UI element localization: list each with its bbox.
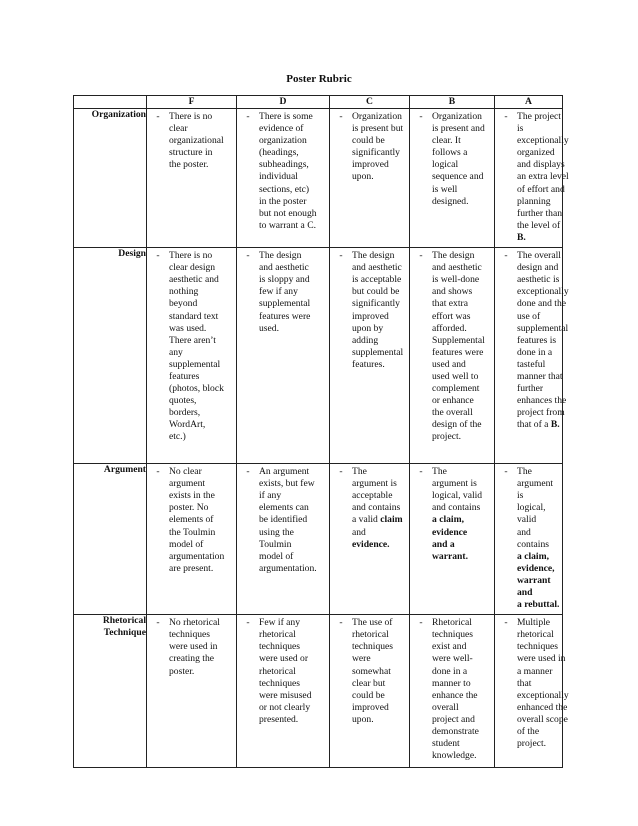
bullet-dash: - — [246, 250, 250, 262]
bullet-dash: - — [246, 111, 250, 122]
rubric-cell — [330, 615, 410, 768]
rubric-cell — [495, 615, 569, 768]
cell-text — [352, 617, 407, 726]
header-row — [74, 96, 563, 109]
grade-header: B — [410, 96, 495, 109]
text-segment: Organization is present but could be significantly improved upon. — [352, 111, 404, 183]
text-segment: and — [352, 526, 366, 538]
text-segment: The overall design and aesthetic is exceptionally done and the use of supplemental features is done in a tasteful manner that further enhances the project from that of a — [517, 250, 569, 431]
grade-header: D — [237, 96, 330, 109]
bullet-dash: - — [419, 250, 423, 262]
emphasis-text: B. — [517, 231, 526, 243]
rubric-cell — [147, 248, 237, 464]
table-row — [74, 248, 563, 464]
bullet-dash: - — [504, 111, 508, 122]
text-segment: Multiple rhetorical techniques were used in a manner that exceptionally enhanced the overall scope of the project. — [517, 617, 569, 750]
cell-text — [169, 466, 234, 575]
criterion-label: Argument — [74, 464, 147, 615]
text-segment: No clear argument exists in the poster. No elements of the Toulmin model of argumentation are present. — [169, 466, 225, 574]
table-row — [74, 109, 563, 248]
cell-text — [259, 111, 327, 232]
bullet-dash: - — [339, 617, 343, 629]
rubric-cell — [495, 109, 569, 248]
cell-text — [352, 111, 407, 184]
rubric-cell — [410, 109, 495, 248]
rubric-cell — [495, 248, 569, 464]
text-segment: There is some evidence of organization (headings, subheadings, individual sections, etc) in the poster but not enough to warrant a C. — [259, 111, 317, 231]
grade-header: C — [330, 96, 410, 109]
text-segment: Few if any rhetorical techniques were used or rhetorical techniques were misused or not clearly presented. — [259, 617, 312, 725]
cell-text — [432, 250, 492, 444]
table-row — [74, 464, 563, 615]
bullet-dash: - — [419, 111, 423, 122]
cell-text — [169, 250, 234, 444]
bullet-dash: - — [419, 617, 423, 629]
cell-text — [517, 466, 560, 611]
bullet-dash: - — [504, 617, 508, 629]
page-title: Poster Rubric — [286, 73, 352, 85]
rubric-cell — [237, 464, 330, 615]
cell-text — [169, 617, 234, 677]
bullet-dash: - — [156, 111, 160, 122]
text-segment: The argument is acceptable and contains a valid — [352, 466, 401, 526]
cell-text — [169, 111, 234, 171]
grade-header: F — [147, 96, 237, 109]
cell-text — [432, 111, 492, 208]
rubric-cell — [495, 464, 563, 615]
rubric-table — [73, 95, 569, 768]
cell-text — [259, 617, 327, 726]
rubric-cell — [330, 109, 410, 248]
grade-header: A — [495, 96, 563, 109]
bullet-dash: - — [504, 466, 508, 478]
emphasis-text: B. — [550, 419, 560, 431]
cell-text — [432, 617, 492, 762]
emphasis-text: a claim, evidence, warrant and a rebuttal. — [517, 550, 560, 611]
cell-text — [259, 250, 327, 335]
rubric-cell — [237, 615, 330, 768]
bullet-dash: - — [339, 466, 343, 478]
bullet-dash: - — [156, 466, 160, 478]
text-segment: The project is exceptionally organized and displays an extra level of effort and planning further than the level of — [517, 111, 569, 231]
table-row — [74, 615, 563, 768]
criterion-label: Design — [74, 248, 147, 464]
emphasis-text: claim — [380, 514, 403, 526]
rubric-cell — [147, 109, 237, 248]
text-segment: No rhetorical techniques were used in creating the poster. — [169, 617, 220, 677]
bullet-dash: - — [156, 617, 160, 629]
rubric-cell — [410, 464, 495, 615]
rubric-cell — [237, 248, 330, 464]
emphasis-text: evidence. — [352, 538, 390, 550]
text-segment: The argument is logical, valid and contains — [432, 466, 483, 514]
emphasis-text: a claim, evidence and a warrant. — [432, 514, 468, 562]
cell-text — [259, 466, 327, 575]
rubric-cell — [410, 615, 495, 768]
bullet-dash: - — [504, 250, 508, 262]
bullet-dash: - — [156, 250, 160, 262]
corner-cell — [74, 96, 147, 109]
cell-text — [352, 250, 407, 371]
cell-text — [517, 250, 569, 431]
text-segment: The design and aesthetic is sloppy and few if any supplemental features were used. — [259, 250, 311, 334]
cell-text — [517, 111, 569, 244]
text-segment: The use of rhetorical techniques were somewhat clear but could be improved upon. — [352, 617, 394, 725]
bullet-dash: - — [246, 466, 250, 478]
text-segment: There is no clear organizational structure in the poster. — [169, 111, 224, 171]
bullet-dash: - — [339, 111, 343, 122]
text-segment: The design and aesthetic is well-done and shows that extra effort was afforded. Supplemental features were used and used well to complement or enhance the overall design of the project. — [432, 250, 485, 443]
text-segment: Organization is present and clear. It follows a logical sequence and is well designed. — [432, 111, 485, 207]
text-segment: The argument is logical, valid and contains — [517, 466, 554, 550]
text-segment: Rhetorical techniques exist and were well- done in a manner to enhance the overall project and demonstrate student knowledge. — [432, 617, 479, 762]
rubric-cell — [330, 464, 410, 615]
rubric-cell — [330, 248, 410, 464]
rubric-body — [74, 109, 569, 768]
bullet-dash: - — [339, 250, 343, 262]
rubric-cell — [147, 464, 237, 615]
text-segment: An argument exists, but few if any elements can be identified using the Toulmin model of argumentation. — [259, 466, 317, 574]
criterion-label: Organization — [74, 109, 147, 248]
bullet-dash: - — [246, 617, 250, 629]
rubric-cell — [147, 615, 237, 768]
cell-text — [517, 617, 569, 750]
rubric-cell — [237, 109, 330, 248]
cell-text — [432, 466, 492, 563]
criterion-label: Rhetorical Technique — [74, 615, 147, 768]
text-segment: The design and aesthetic is acceptable but could be significantly improved upon by adding supplemental features. — [352, 250, 404, 370]
rubric-cell — [410, 248, 495, 464]
text-segment: There is no clear design aesthetic and nothing beyond standard text was used. There aren’t any supplemental features (photos, block quotes, borders, WordArt, etc.) — [169, 250, 224, 443]
bullet-dash: - — [419, 466, 423, 478]
cell-text — [352, 466, 407, 551]
